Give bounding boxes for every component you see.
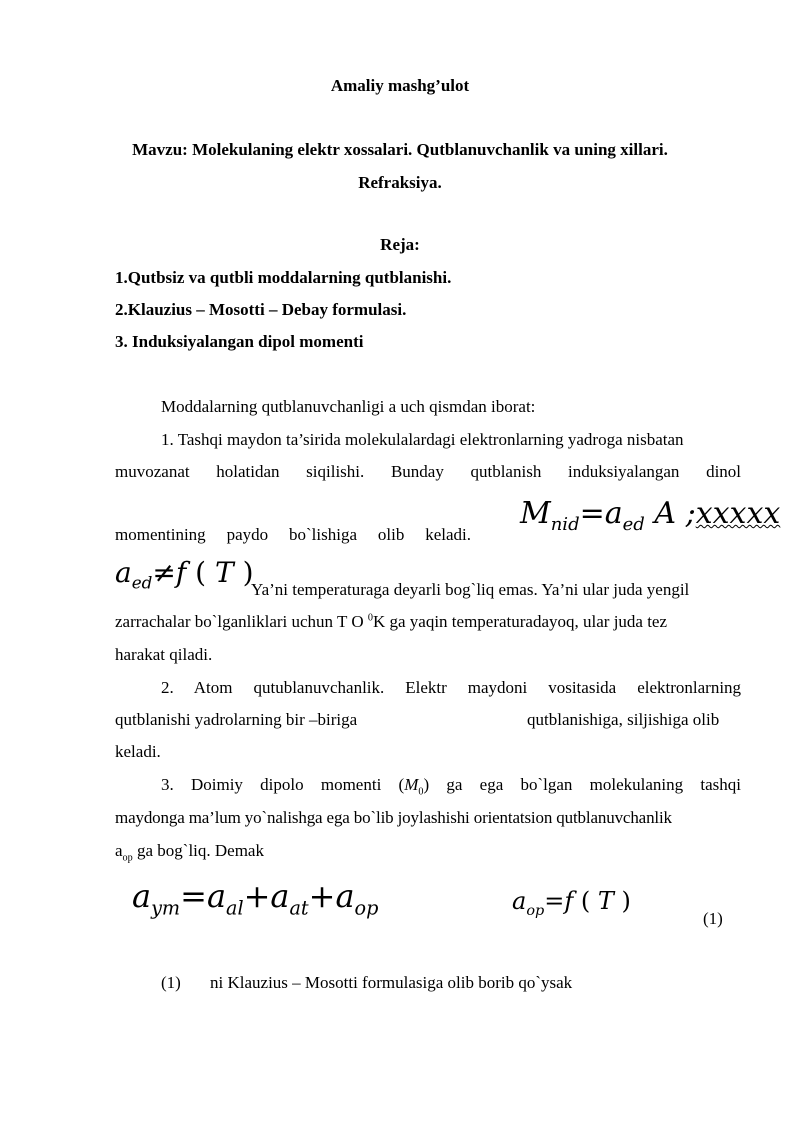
- para1-line1: 1. Tashqi maydon ta’sirida molekulalardagi elektronlarning yadroga nisbatan: [161, 430, 684, 449]
- plan-item-1: 1.Qutbsiz va qutbli moddalarning qutblanishi.: [115, 268, 452, 287]
- para1-line2: muvozanat holatidan siqilishi. Bunday qutblanish induksiyalangan dinol: [115, 462, 742, 481]
- para1-line3: momentining paydo bo`lishiga olib keladi.: [115, 525, 472, 544]
- para2-line2-left: qutblanishi yadrolarning bir –biriga: [115, 710, 358, 729]
- para3-line3: $a_{op}$ ga bog`liq. Demak: [115, 841, 264, 864]
- para3-line1: 3. Doimiy dipolo momenti $(M_0)$ ga ega bo`lgan molekulaning tashqi: [161, 775, 741, 798]
- formula-electronic-independence: $a_{ed}\ne f$ ( T ): [115, 556, 254, 593]
- para3-line2: maydonga ma’lum yo`nalishga ega bo`lib joylashishi orientatsion qutblanuvchanlik: [115, 808, 672, 827]
- para2-line1: 2. Atom qutublanuvchanlik. Elektr maydoni vositasida elektronlarning: [161, 678, 742, 697]
- plan-item-2: 2.Klauzius – Mosotti – Debay formulasi.: [115, 300, 407, 319]
- plan-heading: Reja:: [380, 235, 420, 254]
- topic-line-1: Mavzu: Molekulaning elektr xossalari. Qutblanuvchanlik va uning xillari.: [132, 140, 668, 159]
- intro-text: Moddalarning qutblanuvchanligi a uch qismdan iborat:: [161, 397, 536, 416]
- page-title: Amaliy mashg’ulot: [330, 76, 470, 95]
- formula-total-polarizability: $a_{ym}=a_{al}+a_{at}+a_{op}$: [132, 877, 379, 920]
- para2-line3: keladi.: [115, 742, 161, 761]
- para1-line6: harakat qiladi.: [115, 645, 213, 664]
- last-line-text: ni Klauzius – Mosotti formulasiga olib borib qo`ysak: [210, 973, 573, 992]
- formula-orientation-polarizability: $a_{op}=f$ ( T ): [512, 887, 631, 919]
- para1-line5: zarrachalar bo`lganliklari uchun T O $^0$K ga yaqin temperaturadayoq, ular juda tez: [115, 612, 668, 631]
- equation-number: (1): [703, 909, 723, 928]
- topic-line-2: Refraksiya.: [358, 173, 442, 192]
- para1-line4: Ya’ni temperaturaga deyarli bog`liq emas. Ya’ni ular juda yengil: [251, 580, 690, 599]
- para2-line2-right: qutblanishiga, siljishiga olib: [527, 710, 720, 729]
- plan-item-3: 3. Induksiyalangan dipol momenti: [115, 332, 364, 351]
- formula-induced-moment: $M_{nid}=a_{ed}$ A ;xxxxx: [520, 496, 781, 535]
- last-line-number: (1): [161, 973, 181, 992]
